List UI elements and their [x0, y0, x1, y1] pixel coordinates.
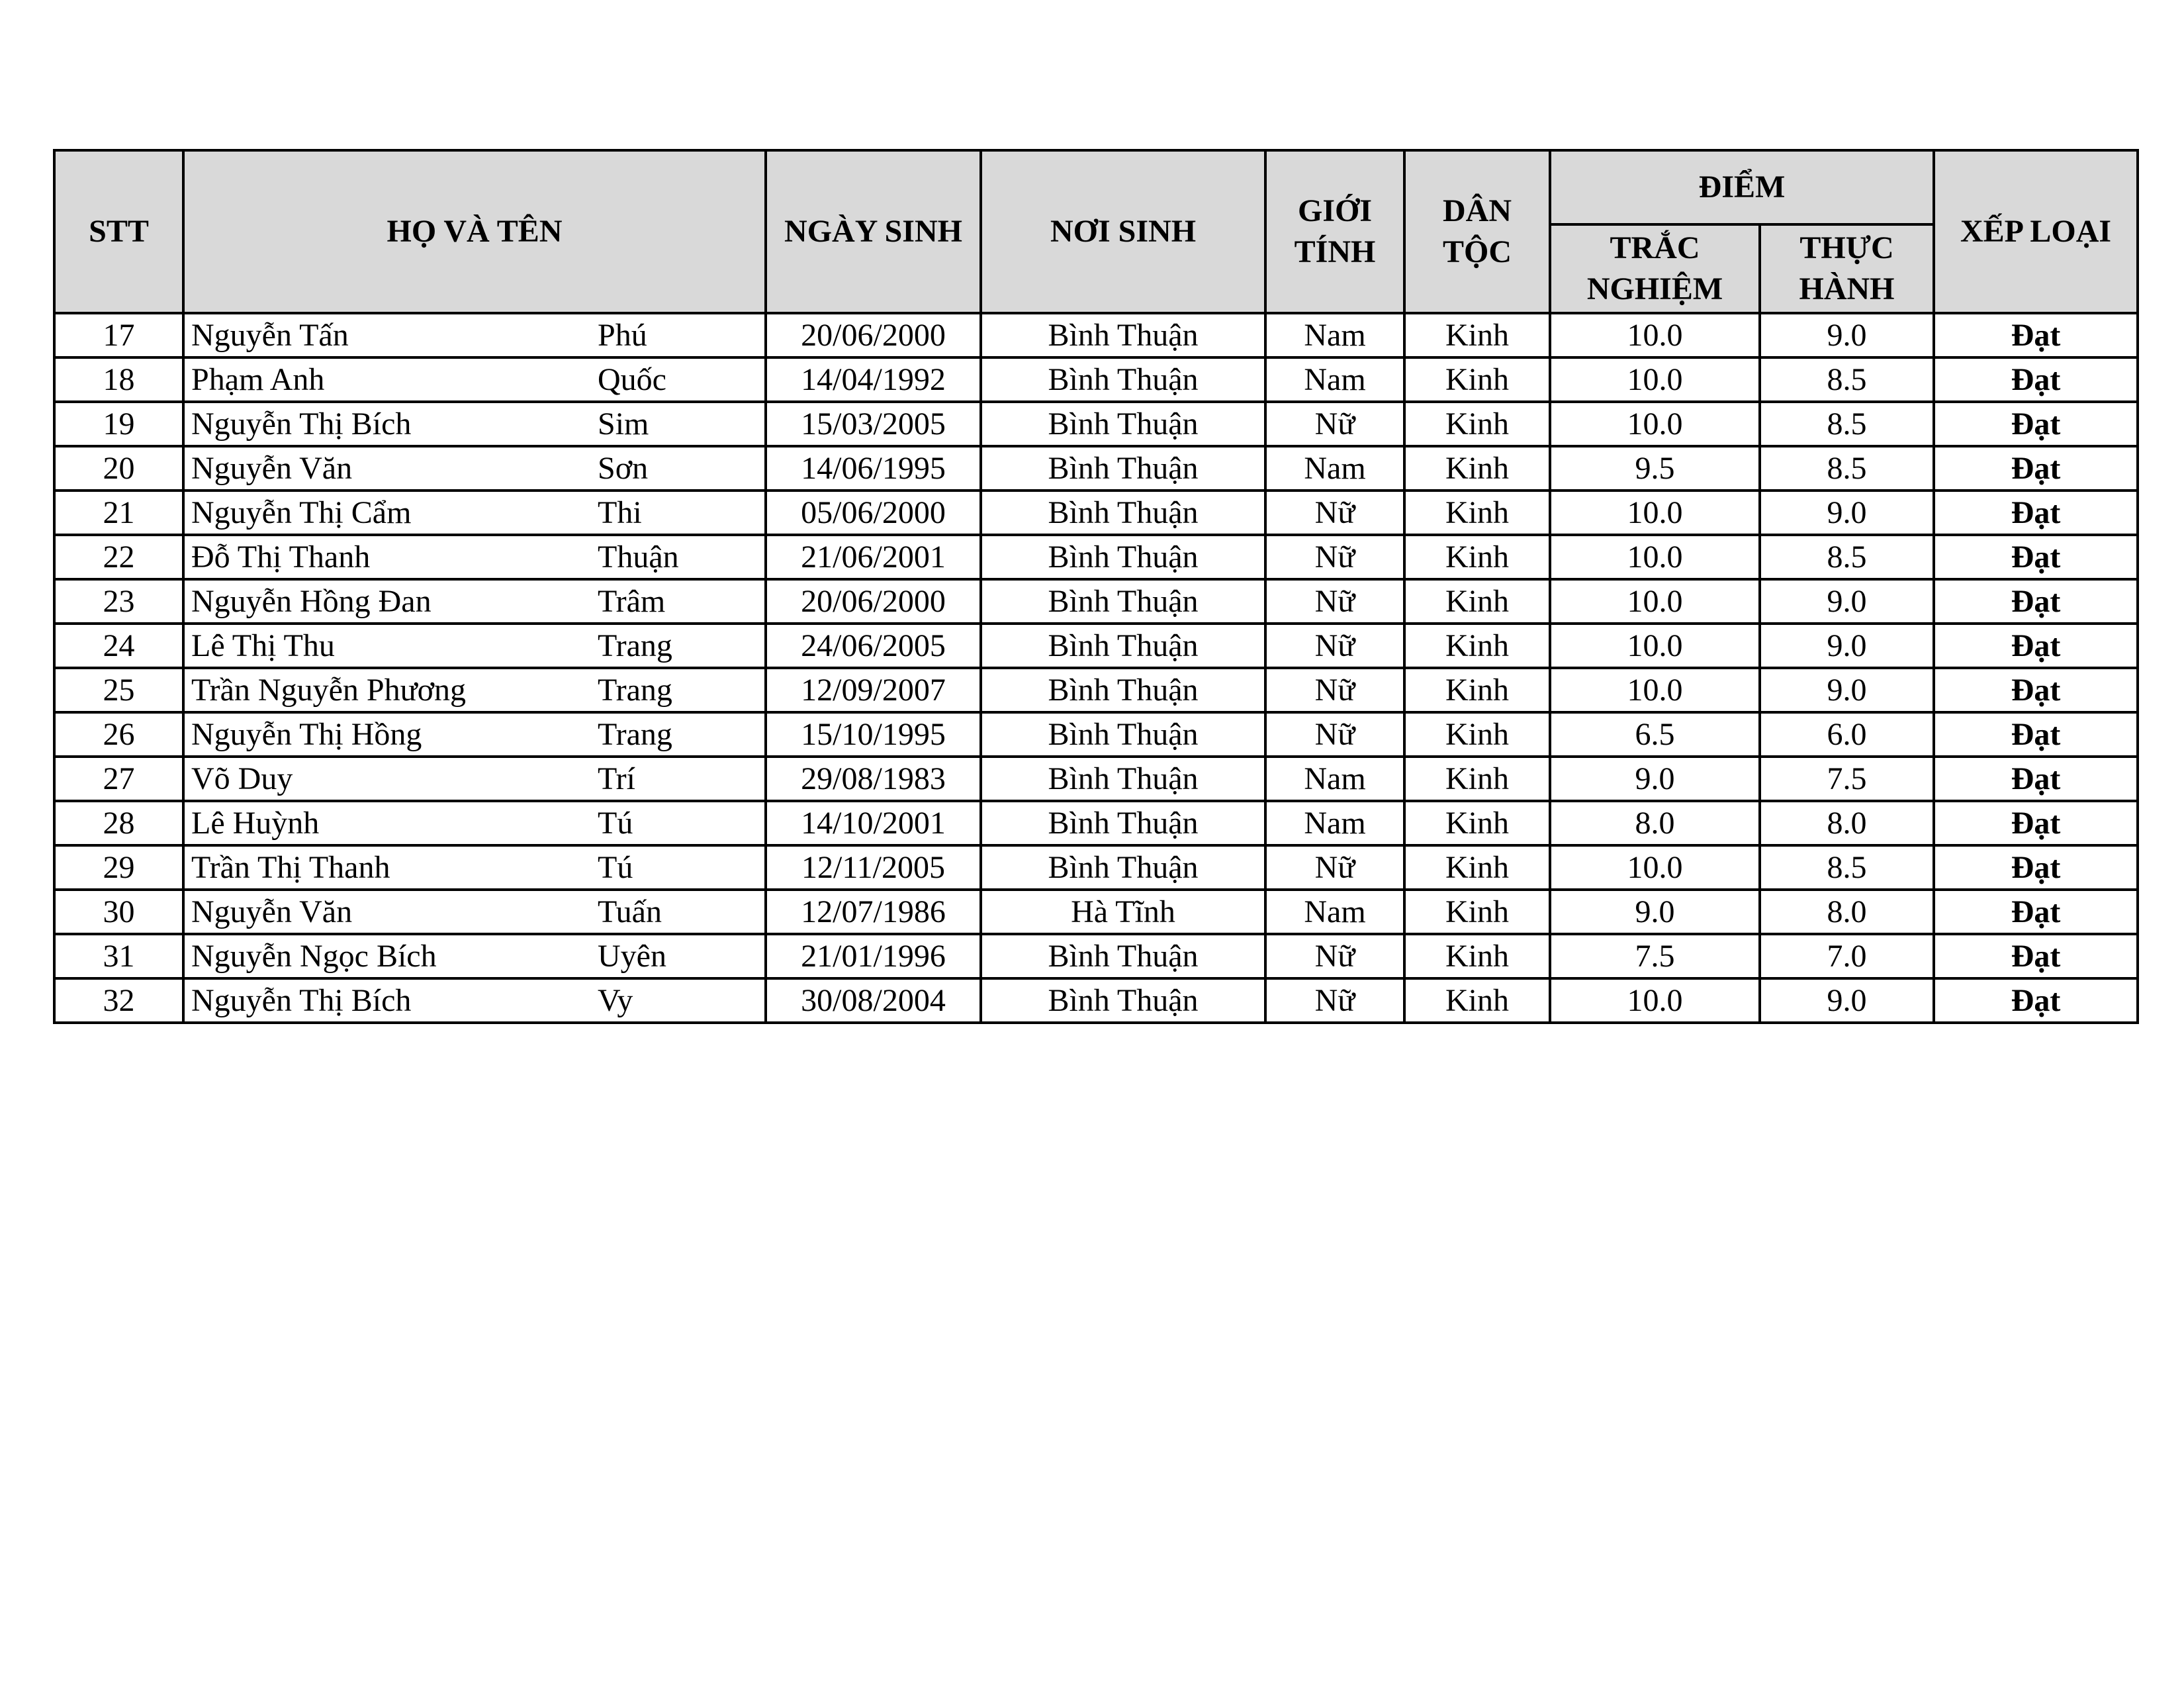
cell-ho-va-ten	[183, 801, 766, 845]
table-row	[54, 446, 2138, 491]
ho-dem: Phạm Anh	[191, 361, 325, 397]
table-row	[54, 712, 2138, 757]
cell-noi-sinh: Bình Thuận	[981, 845, 1265, 890]
cell-thuc-hanh: 8.0	[1760, 890, 1934, 934]
cell-trac-nghiem: 10.0	[1550, 668, 1760, 712]
cell-stt: 27	[54, 757, 183, 801]
header-trac-nghiem: TRẮC NGHIỆM	[1550, 224, 1760, 313]
cell-thuc-hanh: 8.0	[1760, 801, 1934, 845]
cell-noi-sinh: Bình Thuận	[981, 624, 1265, 668]
cell-xep-loai: Đạt	[1934, 579, 2138, 624]
cell-thuc-hanh: 9.0	[1760, 978, 1934, 1023]
cell-trac-nghiem: 10.0	[1550, 402, 1760, 446]
cell-xep-loai: Đạt	[1934, 801, 2138, 845]
cell-dan-toc: Kinh	[1404, 845, 1550, 890]
cell-trac-nghiem: 8.0	[1550, 801, 1760, 845]
cell-ngay-sinh: 12/09/2007	[766, 668, 981, 712]
cell-dan-toc: Kinh	[1404, 668, 1550, 712]
cell-gioi-tinh: Nữ	[1265, 978, 1404, 1023]
cell-stt: 21	[54, 491, 183, 535]
cell-gioi-tinh: Nam	[1265, 801, 1404, 845]
cell-stt: 29	[54, 845, 183, 890]
cell-ho-va-ten	[183, 491, 766, 535]
table-row	[54, 757, 2138, 801]
ten: Trí	[598, 761, 635, 796]
cell-noi-sinh: Bình Thuận	[981, 934, 1265, 978]
cell-gioi-tinh: Nữ	[1265, 712, 1404, 757]
cell-trac-nghiem: 7.5	[1550, 934, 1760, 978]
table-row	[54, 845, 2138, 890]
cell-thuc-hanh: 9.0	[1760, 579, 1934, 624]
cell-gioi-tinh: Nam	[1265, 313, 1404, 357]
cell-xep-loai: Đạt	[1934, 313, 2138, 357]
cell-noi-sinh: Bình Thuận	[981, 535, 1265, 579]
ho-dem: Trần Thị Thanh	[191, 849, 390, 885]
table-row	[54, 890, 2138, 934]
table-row	[54, 313, 2138, 357]
cell-gioi-tinh: Nữ	[1265, 845, 1404, 890]
cell-xep-loai: Đạt	[1934, 668, 2138, 712]
table-row	[54, 402, 2138, 446]
header-dan-toc: DÂN TỘC	[1404, 150, 1550, 313]
cell-xep-loai: Đạt	[1934, 978, 2138, 1023]
ten: Thuận	[598, 539, 679, 575]
cell-ngay-sinh: 20/06/2000	[766, 313, 981, 357]
table-row	[54, 624, 2138, 668]
cell-ngay-sinh: 21/01/1996	[766, 934, 981, 978]
cell-stt: 22	[54, 535, 183, 579]
ten: Trang	[598, 672, 672, 708]
cell-ngay-sinh: 05/06/2000	[766, 491, 981, 535]
cell-noi-sinh: Bình Thuận	[981, 757, 1265, 801]
ho-dem: Nguyễn Tấn	[191, 317, 349, 353]
cell-thuc-hanh: 8.5	[1760, 357, 1934, 402]
cell-gioi-tinh: Nữ	[1265, 579, 1404, 624]
cell-gioi-tinh: Nữ	[1265, 934, 1404, 978]
ho-dem: Nguyễn Thị Cẩm	[191, 494, 412, 530]
ho-dem: Nguyễn Thị Hồng	[191, 716, 422, 752]
cell-thuc-hanh: 8.5	[1760, 535, 1934, 579]
cell-ngay-sinh: 30/08/2004	[766, 978, 981, 1023]
cell-dan-toc: Kinh	[1404, 579, 1550, 624]
table-row	[54, 934, 2138, 978]
ho-dem: Võ Duy	[191, 761, 293, 796]
cell-noi-sinh: Hà Tĩnh	[981, 890, 1265, 934]
table-row	[54, 801, 2138, 845]
cell-gioi-tinh: Nữ	[1265, 668, 1404, 712]
cell-xep-loai: Đạt	[1934, 624, 2138, 668]
ho-dem: Nguyễn Thị Bích	[191, 982, 412, 1018]
cell-ho-va-ten	[183, 934, 766, 978]
table-row	[54, 579, 2138, 624]
ho-dem: Nguyễn Văn	[191, 450, 353, 486]
cell-thuc-hanh: 7.0	[1760, 934, 1934, 978]
cell-ngay-sinh: 29/08/1983	[766, 757, 981, 801]
cell-trac-nghiem: 10.0	[1550, 624, 1760, 668]
cell-noi-sinh: Bình Thuận	[981, 313, 1265, 357]
cell-ho-va-ten	[183, 579, 766, 624]
cell-trac-nghiem: 10.0	[1550, 579, 1760, 624]
cell-trac-nghiem: 9.0	[1550, 757, 1760, 801]
cell-stt: 26	[54, 712, 183, 757]
ho-dem: Nguyễn Thị Bích	[191, 406, 412, 442]
cell-stt: 20	[54, 446, 183, 491]
cell-dan-toc: Kinh	[1404, 934, 1550, 978]
header-ho-va-ten: HỌ VÀ TÊN	[183, 150, 766, 313]
cell-xep-loai: Đạt	[1934, 934, 2138, 978]
cell-dan-toc: Kinh	[1404, 402, 1550, 446]
cell-gioi-tinh: Nữ	[1265, 535, 1404, 579]
ten: Tuấn	[598, 894, 662, 929]
cell-stt: 24	[54, 624, 183, 668]
ten: Quốc	[598, 361, 666, 397]
table-row	[54, 535, 2138, 579]
results-table	[53, 149, 2139, 1024]
header-gioi-tinh: GIỚI TÍNH	[1265, 150, 1404, 313]
cell-thuc-hanh: 7.5	[1760, 757, 1934, 801]
cell-xep-loai: Đạt	[1934, 491, 2138, 535]
cell-thuc-hanh: 9.0	[1760, 313, 1934, 357]
cell-dan-toc: Kinh	[1404, 757, 1550, 801]
cell-thuc-hanh: 8.5	[1760, 845, 1934, 890]
cell-trac-nghiem: 10.0	[1550, 313, 1760, 357]
cell-stt: 25	[54, 668, 183, 712]
cell-stt: 18	[54, 357, 183, 402]
header-stt: STT	[54, 150, 183, 313]
ten: Uyên	[598, 938, 666, 974]
cell-dan-toc: Kinh	[1404, 535, 1550, 579]
cell-xep-loai: Đạt	[1934, 402, 2138, 446]
ho-dem: Lê Thị Thu	[191, 628, 335, 663]
cell-ho-va-ten	[183, 668, 766, 712]
ho-dem: Nguyễn Văn	[191, 894, 353, 929]
cell-xep-loai: Đạt	[1934, 712, 2138, 757]
ten: Sơn	[598, 450, 649, 486]
cell-ho-va-ten	[183, 402, 766, 446]
ho-dem: Nguyễn Hồng Đan	[191, 583, 432, 619]
cell-gioi-tinh: Nam	[1265, 890, 1404, 934]
cell-noi-sinh: Bình Thuận	[981, 801, 1265, 845]
table-row	[54, 668, 2138, 712]
table-header	[54, 150, 2138, 313]
cell-gioi-tinh: Nữ	[1265, 624, 1404, 668]
header-xep-loai: XẾP LOẠI	[1934, 150, 2138, 313]
cell-ho-va-ten	[183, 757, 766, 801]
cell-thuc-hanh: 8.5	[1760, 402, 1934, 446]
cell-dan-toc: Kinh	[1404, 313, 1550, 357]
cell-noi-sinh: Bình Thuận	[981, 491, 1265, 535]
ten: Tú	[598, 805, 633, 841]
cell-ngay-sinh: 15/03/2005	[766, 402, 981, 446]
ten: Tú	[598, 849, 633, 885]
cell-trac-nghiem: 10.0	[1550, 845, 1760, 890]
ho-dem: Nguyễn Ngọc Bích	[191, 938, 437, 974]
ten: Trang	[598, 716, 672, 752]
cell-xep-loai: Đạt	[1934, 535, 2138, 579]
cell-trac-nghiem: 6.5	[1550, 712, 1760, 757]
cell-noi-sinh: Bình Thuận	[981, 978, 1265, 1023]
cell-trac-nghiem: 9.0	[1550, 890, 1760, 934]
cell-ho-va-ten	[183, 446, 766, 491]
cell-ho-va-ten	[183, 313, 766, 357]
cell-ho-va-ten	[183, 712, 766, 757]
cell-ho-va-ten	[183, 624, 766, 668]
cell-stt: 17	[54, 313, 183, 357]
table-row	[54, 978, 2138, 1023]
cell-dan-toc: Kinh	[1404, 890, 1550, 934]
cell-noi-sinh: Bình Thuận	[981, 402, 1265, 446]
cell-dan-toc: Kinh	[1404, 491, 1550, 535]
cell-stt: 19	[54, 402, 183, 446]
header-ngay-sinh: NGÀY SINH	[766, 150, 981, 313]
ten: Vy	[598, 982, 633, 1018]
cell-gioi-tinh: Nam	[1265, 757, 1404, 801]
cell-noi-sinh: Bình Thuận	[981, 668, 1265, 712]
cell-dan-toc: Kinh	[1404, 712, 1550, 757]
cell-xep-loai: Đạt	[1934, 845, 2138, 890]
ten: Sim	[598, 406, 649, 442]
ho-dem: Trần Nguyễn Phương	[191, 672, 466, 708]
cell-ho-va-ten	[183, 845, 766, 890]
ten: Phú	[598, 317, 647, 353]
cell-stt: 23	[54, 579, 183, 624]
cell-dan-toc: Kinh	[1404, 801, 1550, 845]
cell-gioi-tinh: Nam	[1265, 357, 1404, 402]
cell-stt: 30	[54, 890, 183, 934]
table-row	[54, 491, 2138, 535]
cell-thuc-hanh: 6.0	[1760, 712, 1934, 757]
cell-ngay-sinh: 14/06/1995	[766, 446, 981, 491]
header-diem: ĐIỂM	[1550, 150, 1934, 224]
cell-gioi-tinh: Nữ	[1265, 402, 1404, 446]
cell-ngay-sinh: 21/06/2001	[766, 535, 981, 579]
header-thuc-hanh: THỰC HÀNH	[1760, 224, 1934, 313]
cell-ngay-sinh: 20/06/2000	[766, 579, 981, 624]
cell-noi-sinh: Bình Thuận	[981, 446, 1265, 491]
cell-dan-toc: Kinh	[1404, 978, 1550, 1023]
cell-noi-sinh: Bình Thuận	[981, 712, 1265, 757]
header-noi-sinh: NƠI SINH	[981, 150, 1265, 313]
cell-thuc-hanh: 9.0	[1760, 668, 1934, 712]
cell-dan-toc: Kinh	[1404, 624, 1550, 668]
cell-ho-va-ten	[183, 978, 766, 1023]
cell-stt: 31	[54, 934, 183, 978]
cell-trac-nghiem: 10.0	[1550, 978, 1760, 1023]
cell-ngay-sinh: 14/10/2001	[766, 801, 981, 845]
ten: Thi	[598, 494, 642, 530]
cell-ho-va-ten	[183, 535, 766, 579]
cell-ho-va-ten	[183, 357, 766, 402]
cell-gioi-tinh: Nam	[1265, 446, 1404, 491]
cell-xep-loai: Đạt	[1934, 357, 2138, 402]
cell-dan-toc: Kinh	[1404, 446, 1550, 491]
cell-ngay-sinh: 12/11/2005	[766, 845, 981, 890]
cell-xep-loai: Đạt	[1934, 890, 2138, 934]
ten: Trâm	[598, 583, 666, 619]
ten: Trang	[598, 628, 672, 663]
cell-trac-nghiem: 9.5	[1550, 446, 1760, 491]
cell-xep-loai: Đạt	[1934, 757, 2138, 801]
cell-ngay-sinh: 12/07/1986	[766, 890, 981, 934]
cell-trac-nghiem: 10.0	[1550, 357, 1760, 402]
cell-noi-sinh: Bình Thuận	[981, 579, 1265, 624]
cell-dan-toc: Kinh	[1404, 357, 1550, 402]
cell-thuc-hanh: 9.0	[1760, 491, 1934, 535]
table-body	[54, 313, 2138, 1023]
cell-thuc-hanh: 8.5	[1760, 446, 1934, 491]
cell-ngay-sinh: 15/10/1995	[766, 712, 981, 757]
ho-dem: Đỗ Thị Thanh	[191, 539, 371, 575]
cell-ngay-sinh: 24/06/2005	[766, 624, 981, 668]
cell-stt: 28	[54, 801, 183, 845]
cell-xep-loai: Đạt	[1934, 446, 2138, 491]
cell-trac-nghiem: 10.0	[1550, 491, 1760, 535]
table-row	[54, 357, 2138, 402]
ho-dem: Lê Huỳnh	[191, 805, 320, 841]
cell-stt: 32	[54, 978, 183, 1023]
cell-ngay-sinh: 14/04/1992	[766, 357, 981, 402]
cell-trac-nghiem: 10.0	[1550, 535, 1760, 579]
cell-thuc-hanh: 9.0	[1760, 624, 1934, 668]
cell-gioi-tinh: Nữ	[1265, 491, 1404, 535]
cell-ho-va-ten	[183, 890, 766, 934]
cell-noi-sinh: Bình Thuận	[981, 357, 1265, 402]
